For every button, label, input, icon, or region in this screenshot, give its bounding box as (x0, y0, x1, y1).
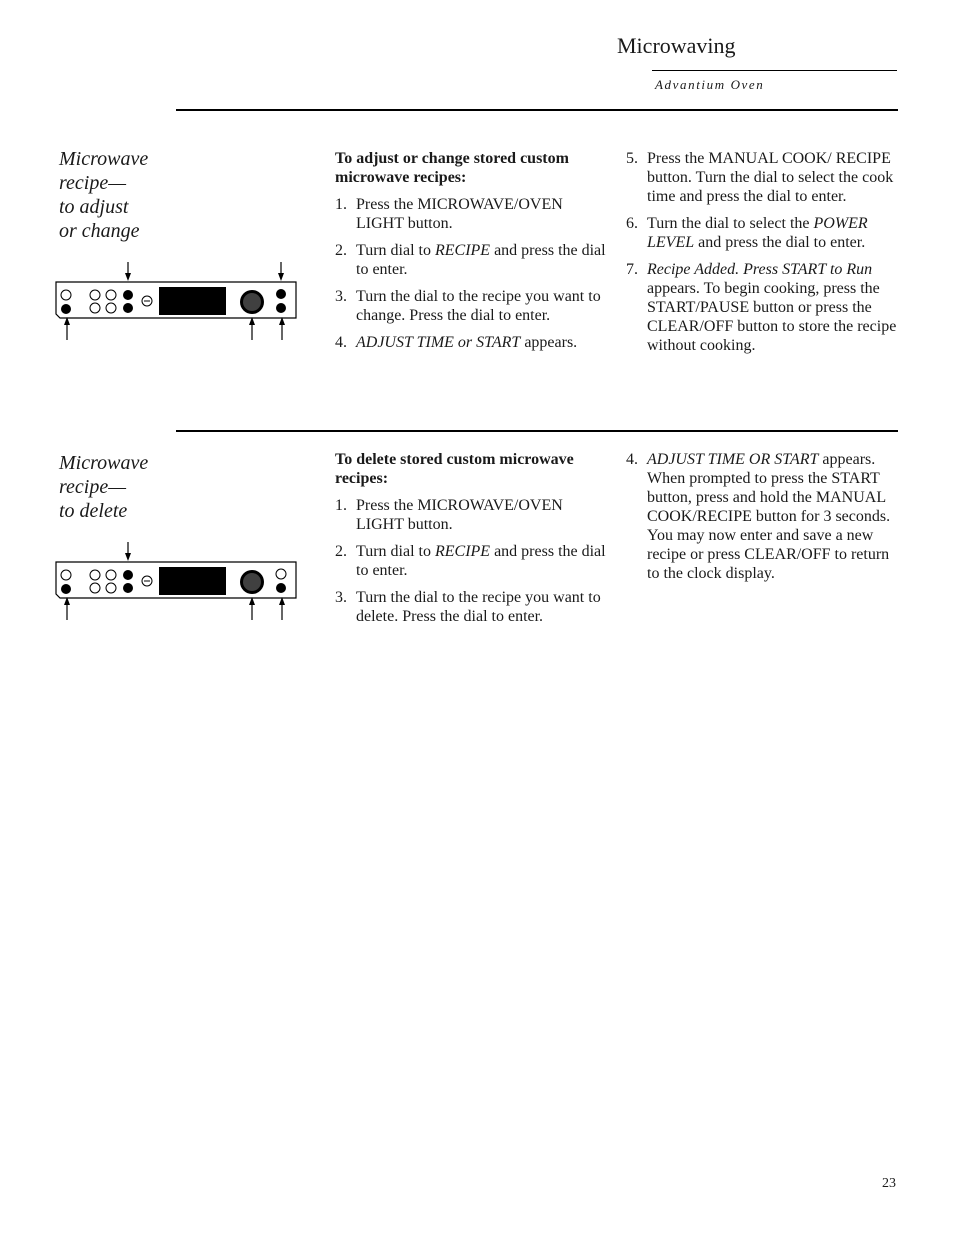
section-title-line: Microwave (59, 452, 149, 474)
instructions-lead: To delete stored custom microwave recipes: (335, 451, 574, 487)
steps-list (335, 496, 607, 626)
steps-list (626, 149, 900, 355)
step-text: appears. When prompted to press the START button, press and hold the MANUAL COOK/RECIPE button for 3 seconds. You may now enter and save a new recipe or press CLEAR/OFF to return to the clock display. (647, 451, 891, 582)
step-text: and press the dial to enter. (356, 242, 606, 278)
page-title: Microwaving (617, 33, 736, 58)
header-divider (652, 70, 897, 71)
control-panel-diagram-delete (55, 542, 300, 622)
panel-button (106, 583, 116, 593)
panel-button (123, 583, 133, 593)
step-item (335, 333, 607, 352)
step-item (626, 214, 900, 252)
step-display-message: RECIPE (434, 242, 491, 259)
panel-button (106, 290, 116, 300)
section-title-delete (59, 451, 189, 523)
step-item (335, 287, 607, 325)
instructions-adjust-left (335, 149, 607, 360)
step-text: and press the dial to enter. (694, 234, 866, 251)
steps-list (335, 195, 607, 352)
panel-button (123, 290, 133, 300)
panel-button (123, 303, 133, 313)
panel-button (123, 570, 133, 580)
section-title-line: recipe— (59, 476, 127, 498)
panel-button (90, 290, 100, 300)
instructions-delete-left (335, 450, 607, 634)
step-text: Press the MICROWAVE/OVEN LIGHT button. (356, 497, 563, 533)
step-number: 2. (335, 242, 347, 259)
step-text: Turn the dial to the recipe you want to change. Press the dial to enter. (356, 288, 601, 324)
step-item (335, 588, 607, 626)
step-text: appears. To begin cooking, press the START/PAUSE button or press the CLEAR/OFF button to store the recipe without cooking. (647, 280, 897, 354)
step-number: 5. (626, 150, 638, 167)
step-text: and press the dial to enter. (356, 543, 606, 579)
section-title-line: to delete (59, 500, 128, 522)
instructions-adjust-right (626, 149, 900, 363)
panel-button (276, 583, 286, 593)
step-number: 3. (335, 288, 347, 305)
panel-button (276, 569, 286, 579)
step-text: Press the MANUAL COOK/ RECIPE button. Turn the dial to select the cook time and press the dial to enter. (647, 150, 894, 205)
section-title-adjust (59, 147, 189, 243)
page-number: 23 (882, 1176, 896, 1191)
panel-button (90, 583, 100, 593)
step-text: Press the MICROWAVE/OVEN LIGHT button. (356, 196, 563, 232)
step-number: 1. (335, 196, 347, 213)
step-number: 3. (335, 589, 347, 606)
instructions-lead: To adjust or change stored custom microwave recipes: (335, 150, 569, 186)
step-text: appears. (520, 334, 578, 351)
panel-button (276, 289, 286, 299)
step-item (335, 241, 607, 279)
step-number: 1. (335, 497, 347, 514)
panel-button (90, 570, 100, 580)
step-number: 4. (626, 451, 638, 468)
section-title-line: recipe— (59, 172, 127, 194)
panel-button (276, 303, 286, 313)
step-display-message: RECIPE (434, 543, 491, 560)
section-divider-delete (176, 430, 898, 432)
page-subtitle: Advantium Oven (655, 77, 765, 92)
section-divider-adjust (176, 109, 898, 111)
step-number: 2. (335, 543, 347, 560)
step-item (335, 195, 607, 233)
panel-button (106, 570, 116, 580)
panel-display (159, 287, 226, 315)
panel-button (61, 570, 71, 580)
step-text: Turn the dial to select the (647, 215, 814, 232)
instructions-delete-right (626, 450, 900, 591)
section-title-line: to adjust (59, 196, 129, 218)
panel-button (61, 584, 71, 594)
step-display-message: Recipe Added. Press START to Run (647, 261, 873, 278)
panel-dial-face (243, 293, 261, 311)
control-panel-diagram-adjust (55, 262, 300, 342)
arrow-head (125, 273, 131, 281)
steps-list (626, 450, 900, 583)
step-number: 7. (626, 261, 638, 278)
panel-button (90, 303, 100, 313)
step-number: 4. (335, 334, 347, 351)
step-text: Turn the dial to the recipe you want to delete. Press the dial to enter. (356, 589, 601, 625)
arrow-head (278, 273, 284, 281)
step-display-message: ADJUST TIME OR START (647, 451, 819, 468)
panel-button (61, 304, 71, 314)
step-display-message: ADJUST TIME or START (356, 334, 521, 351)
step-display-message: POWER LEVEL (647, 215, 868, 251)
step-text: Turn dial to (356, 543, 435, 560)
step-item (626, 260, 900, 355)
arrow-head (125, 553, 131, 561)
step-number: 6. (626, 215, 638, 232)
panel-dial-face (243, 573, 261, 591)
step-item (335, 496, 607, 534)
step-item (335, 542, 607, 580)
section-title-line: Microwave (59, 148, 149, 170)
panel-display (159, 567, 226, 595)
panel-button (106, 303, 116, 313)
step-text: Turn dial to (356, 242, 435, 259)
step-item (626, 149, 900, 206)
section-title-line: or change (59, 220, 140, 242)
panel-button (61, 290, 71, 300)
step-item (626, 450, 900, 583)
